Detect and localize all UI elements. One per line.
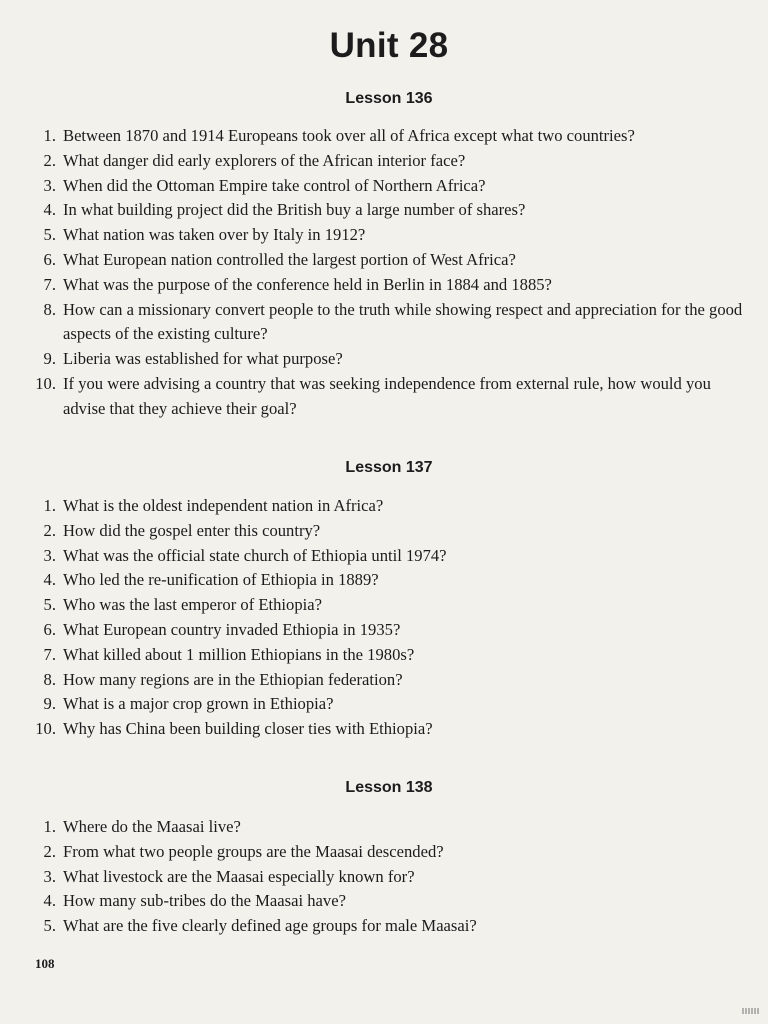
question-item (30, 914, 750, 939)
lesson-137-question-list (30, 494, 750, 742)
lesson-title-137: Lesson 137 (345, 459, 433, 476)
question-text: What European country invaded Ethiopia in 1935? (63, 619, 401, 639)
question-item (30, 124, 750, 149)
question-item (30, 494, 750, 519)
question-item (30, 347, 750, 372)
question-text: What killed about 1 million Ethiopians in the 1980s? (63, 644, 415, 664)
question-item (30, 889, 750, 914)
question-text: From what two people groups are the Maasai descended? (63, 841, 444, 861)
question-item (30, 618, 750, 643)
question-number: 2. (43, 841, 56, 861)
question-number: 2. (43, 150, 56, 170)
lesson-136-question-list (30, 124, 750, 422)
question-number: 8. (43, 669, 56, 689)
question-text: What livestock are the Maasai especially known for? (63, 866, 415, 886)
question-number: 7. (43, 274, 56, 294)
question-number: 1. (43, 126, 56, 145)
question-number: 5. (43, 916, 56, 936)
question-text: What danger did early explorers of the African interior face? (63, 150, 466, 170)
question-item (30, 273, 750, 298)
question-number: 10. (35, 719, 56, 739)
question-text: Why has China been building closer ties with Ethiopia? (63, 719, 433, 739)
question-text: What is a major crop grown in Ethiopia? (63, 694, 334, 714)
question-number: 3. (43, 866, 56, 886)
scanner-watermark (742, 1008, 760, 1014)
question-item (30, 298, 750, 348)
lesson-138-question-list (30, 815, 750, 939)
question-text: How did the gospel enter this country? (63, 520, 321, 540)
question-item (30, 865, 750, 890)
question-number: 10. (35, 373, 56, 393)
question-text: Who led the re-unification of Ethiopia in 1889? (63, 570, 379, 590)
question-number: 1. (43, 496, 56, 515)
question-item (30, 198, 750, 223)
question-item (30, 174, 750, 199)
question-text: Who was the last emperor of Ethiopia? (63, 595, 322, 615)
question-item (30, 840, 750, 865)
question-text: What is the oldest independent nation in Africa? (63, 496, 384, 515)
question-item (30, 149, 750, 174)
question-number: 3. (43, 175, 56, 195)
question-number: 9. (43, 694, 56, 714)
question-number: 4. (43, 570, 56, 590)
question-number: 5. (43, 225, 56, 245)
question-text: Where do the Maasai live? (63, 817, 241, 836)
question-item (30, 223, 750, 248)
question-number: 6. (43, 249, 56, 269)
question-text: How many regions are in the Ethiopian federation? (63, 669, 403, 689)
question-item (30, 372, 750, 422)
question-number: 2. (43, 520, 56, 540)
question-item (30, 717, 750, 742)
question-text: If you were advising a country that was seeking independence from external rule, how would you advise that they achieve their goal? (63, 373, 711, 418)
question-text: How many sub-tribes do the Maasai have? (63, 891, 346, 911)
question-number: 4. (43, 200, 56, 220)
question-text: What nation was taken over by Italy in 1912? (63, 225, 366, 245)
question-number: 6. (43, 619, 56, 639)
lesson-title-138: Lesson 138 (345, 779, 433, 796)
lesson-title-136: Lesson 136 (345, 90, 433, 107)
question-item (30, 568, 750, 593)
question-text: In what building project did the British buy a large number of shares? (63, 200, 526, 220)
question-number: 3. (43, 545, 56, 565)
question-number: 7. (43, 644, 56, 664)
question-item (30, 519, 750, 544)
question-item (30, 544, 750, 569)
question-text: Liberia was established for what purpose? (63, 349, 343, 369)
question-text: When did the Ottoman Empire take control of Northern Africa? (63, 175, 486, 195)
question-number: 9. (43, 349, 56, 369)
question-text: What was the official state church of Ethiopia until 1974? (63, 545, 447, 565)
question-item (30, 815, 750, 840)
page-number: 108 (35, 956, 55, 971)
question-text: How can a missionary convert people to the truth while showing respect and appreciation for the good aspects of the existing culture? (63, 299, 743, 344)
question-text: What was the purpose of the conference held in Berlin in 1884 and 1885? (63, 274, 552, 294)
question-item (30, 593, 750, 618)
question-number: 4. (43, 891, 56, 911)
question-text: Between 1870 and 1914 Europeans took over all of Africa except what two countries? (63, 126, 635, 145)
question-item (30, 692, 750, 717)
question-item (30, 643, 750, 668)
question-text: What European nation controlled the largest portion of West Africa? (63, 249, 516, 269)
question-item (30, 668, 750, 693)
question-number: 1. (43, 817, 56, 836)
question-number: 5. (43, 595, 56, 615)
question-text: What are the five clearly defined age groups for male Maasai? (63, 916, 477, 936)
question-number: 8. (43, 299, 56, 319)
unit-title: Unit 28 (329, 26, 449, 65)
question-item (30, 248, 750, 273)
